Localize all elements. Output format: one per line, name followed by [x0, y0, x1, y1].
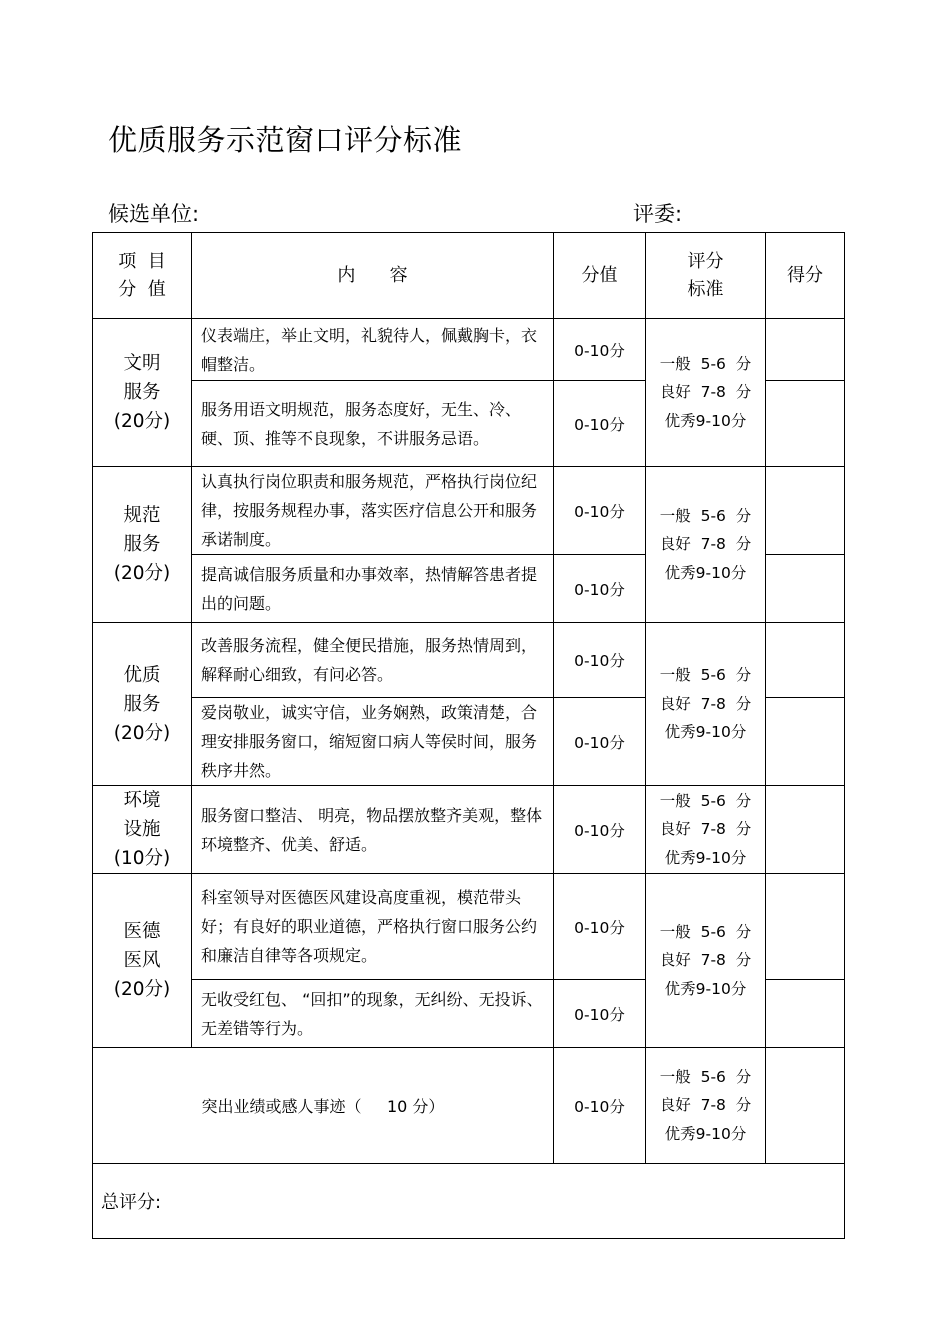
standard-cell: [646, 623, 766, 786]
page-title: 优质服务示范窗口评分标准: [108, 123, 463, 157]
header-standard: [646, 233, 766, 319]
category-line: 规范: [123, 505, 161, 526]
standard-line: 一般 5-6 分: [659, 922, 752, 941]
score-cell[interactable]: [766, 698, 845, 786]
category-cell: [93, 467, 192, 623]
content-cell: 科室领导对医德医风建设高度重视，模范带头好；有良好的职业道德，严格执行窗口服务公约和廉洁自律等各项规定。: [192, 874, 554, 980]
table-row: [93, 467, 845, 555]
content-cell: 提高诚信服务质量和办事效率，热情解答患者提出的问题。: [192, 555, 554, 623]
value-range: 0-10分: [554, 623, 646, 698]
category-line: 医德: [123, 921, 161, 942]
standard-cell: [646, 467, 766, 623]
standard-line: 优秀9-10分: [664, 563, 747, 582]
category-cell: [93, 623, 192, 786]
table-row: [93, 874, 845, 980]
content-cell: 仪表端庄，举止文明，礼貌待人，佩戴胸卡，衣帽整洁。: [192, 319, 554, 381]
value-range: 0-10分: [554, 698, 646, 786]
standard-cell: [646, 786, 766, 874]
score-cell[interactable]: [766, 786, 845, 874]
category-line: 文明: [123, 353, 161, 374]
standard-line: 良好 7-8 分: [659, 1096, 752, 1115]
category-line: 医风: [123, 950, 161, 971]
header-standard-line2: 标准: [687, 278, 724, 300]
category-cell: [93, 874, 192, 1048]
score-cell[interactable]: [766, 623, 845, 698]
category-cell: [93, 319, 192, 467]
standard-cell: [646, 1048, 766, 1164]
header-score: 得分: [766, 233, 845, 319]
standard-cell: [646, 874, 766, 1048]
score-cell[interactable]: [766, 467, 845, 555]
candidate-unit-label: 候选单位:: [108, 202, 200, 226]
header-item-line1: 项 目: [118, 250, 166, 272]
standard-line: 优秀9-10分: [664, 1124, 747, 1143]
category-line: 优质: [123, 664, 161, 686]
category-line: 服务: [123, 382, 161, 403]
standard-line: 良好 7-8 分: [659, 951, 752, 970]
header-item-line2: 分 值: [118, 278, 166, 300]
standard-line: 良好 7-8 分: [659, 820, 752, 839]
header-item: [93, 233, 192, 319]
category-line: 设施: [123, 819, 161, 840]
standard-line: 良好 7-8 分: [659, 535, 752, 554]
standard-line: 优秀9-10分: [664, 979, 747, 998]
standard-cell: [646, 319, 766, 467]
special-label: 突出业绩或感人事迹（ 10 分）: [93, 1048, 554, 1164]
table-row: [93, 319, 845, 381]
value-range: 0-10分: [554, 555, 646, 623]
total-row: [93, 1164, 845, 1239]
header-standard-line1: 评分: [687, 250, 724, 272]
standard-line: 优秀9-10分: [664, 723, 747, 742]
judge-label: 评委:: [633, 202, 683, 226]
standard-line: 良好 7-8 分: [659, 383, 752, 402]
value-range: 0-10分: [554, 980, 646, 1048]
standard-line: 一般 5-6 分: [659, 506, 752, 525]
total-score-label[interactable]: 总评分:: [93, 1164, 845, 1239]
value-range: 0-10分: [554, 786, 646, 874]
category-points: (10分): [113, 848, 171, 869]
content-cell: 爱岗敬业，诚实守信，业务娴熟，政策清楚，合理安排服务窗口，缩短窗口病人等侯时间，服务秩序井然。: [192, 698, 554, 786]
category-points: (20分): [113, 563, 171, 584]
standard-line: 优秀9-10分: [664, 411, 747, 430]
content-cell: 服务窗口整洁、 明亮，物品摆放整齐美观，整体环境整齐、优美、舒适。: [192, 786, 554, 874]
value-range: 0-10分: [554, 381, 646, 467]
category-line: 环境: [123, 790, 161, 811]
header-content: 内 容: [192, 233, 554, 319]
value-range: 0-10分: [554, 1048, 646, 1164]
value-range: 0-10分: [554, 467, 646, 555]
category-points: (20分): [113, 979, 171, 1000]
score-cell[interactable]: [766, 1048, 845, 1164]
category-line: 服务: [123, 534, 161, 555]
standard-line: 一般 5-6 分: [659, 791, 752, 810]
standard-line: 良好 7-8 分: [659, 694, 752, 713]
score-cell[interactable]: [766, 555, 845, 623]
category-line: 服务: [123, 693, 161, 715]
table-header-row: [93, 233, 845, 319]
standard-line: 一般 5-6 分: [659, 354, 752, 373]
value-range: 0-10分: [554, 319, 646, 381]
category-cell: [93, 786, 192, 874]
standard-line: 一般 5-6 分: [659, 1067, 752, 1086]
scoring-table: [92, 232, 845, 1239]
special-row: [93, 1048, 845, 1164]
standard-line: 优秀9-10分: [664, 848, 747, 867]
score-cell[interactable]: [766, 381, 845, 467]
value-range: 0-10分: [554, 874, 646, 980]
content-cell: 改善服务流程，健全便民措施，服务热情周到，解释耐心细致，有问必答。: [192, 623, 554, 698]
table-row: [93, 786, 845, 874]
content-cell: 无收受红包、 “回扣”的现象，无纠纷、无投诉、无差错等行为。: [192, 980, 554, 1048]
header-value: 分值: [554, 233, 646, 319]
table-row: [93, 623, 845, 698]
category-points: (20分): [113, 411, 171, 432]
score-cell[interactable]: [766, 980, 845, 1048]
content-cell: 认真执行岗位职责和服务规范，严格执行岗位纪律，按服务规程办事，落实医疗信息公开和服务承诺制度。: [192, 467, 554, 555]
standard-line: 一般 5-6 分: [659, 666, 752, 685]
category-points: (20分): [113, 722, 171, 744]
score-cell[interactable]: [766, 319, 845, 381]
content-cell: 服务用语文明规范，服务态度好，无生、冷、硬、顶、推等不良现象，不讲服务忌语。: [192, 381, 554, 467]
score-cell[interactable]: [766, 874, 845, 980]
